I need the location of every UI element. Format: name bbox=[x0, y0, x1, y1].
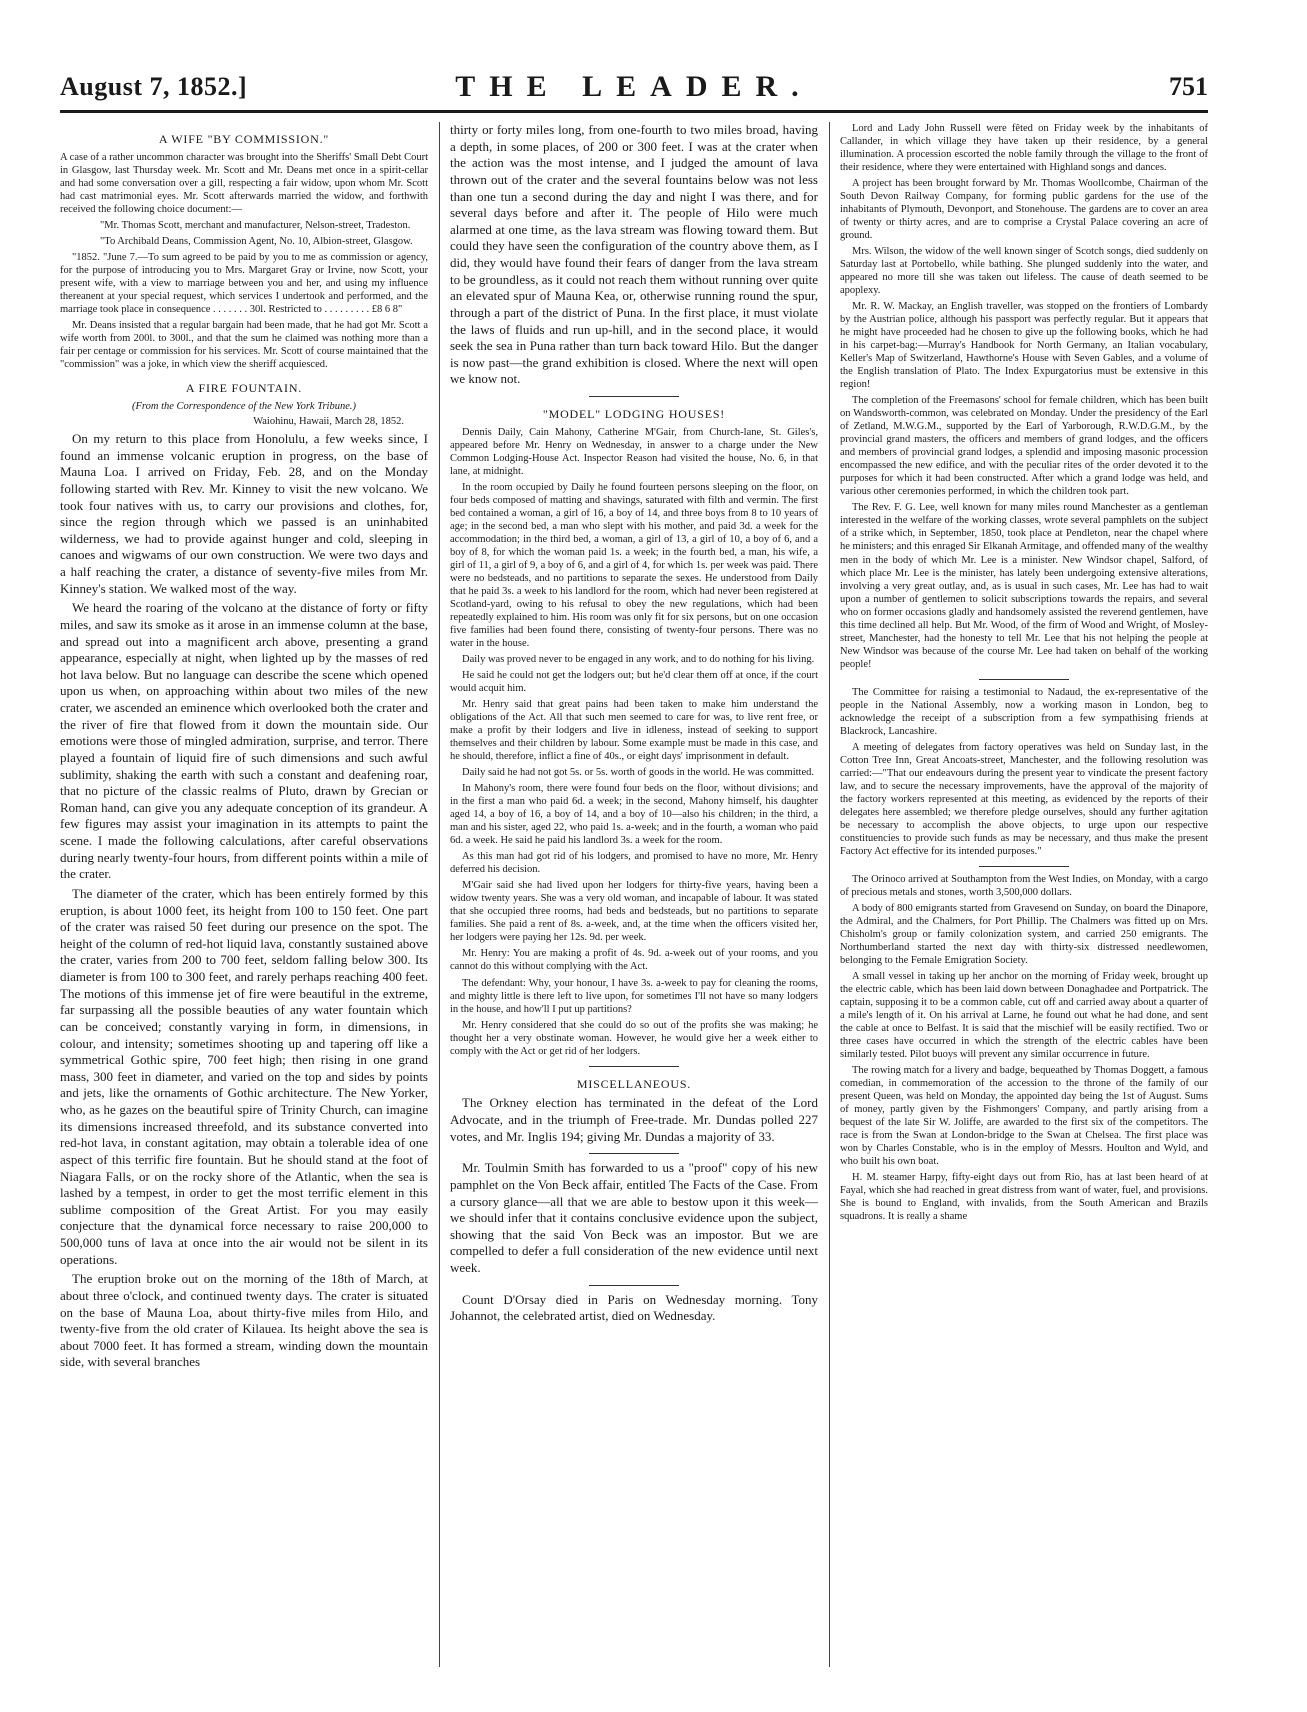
news-item: A meeting of delegates from factory operatives was held on Sunday last, in the Cotton Tree Inn, Great Ancoats-street, Manchester, and the following resolution was carried:—"That our endeavours during the present year to vindicate the present factory law, and to secure the necessary improvements, have the approval of the majority of the factory workers represented at this meeting, as evidenced by the reports of their delegates here assembled; we therefore pledge ourselves, should any further agitation be necessary to accomplish the above objects, to urge upon our respective constituencies to provide such funds as may be necessary, and thus make the present Factory Act effective for its intended purposes." bbox=[840, 741, 1208, 857]
section-rule bbox=[589, 1285, 679, 1286]
article-paragraph: We heard the roaring of the volcano at the distance of forty or fifty miles, and saw its smoke as it arose in an immense column at the base, and spread out into a magnificent arch above, presenting a grand appearance, especially at night, when lighted up by the masses of red hot lava below. But no language can describe the scene which opened upon us when, on approaching within about two miles of the new crater, we ascended an eminence which overlooked both the crater and the river of fire that flowed from it down the mountain side. Our emotions were those of mingled admiration, surprise, and terror. There played a fountain of liquid fire of such dimensions and such awful sublimity, shaking the earth with such a constant and deafening roar, that no picture of the classic realms of Pluto, drawn by Grecian or Roman hand, can give you any adequate conception of its grandeur. A few figures may assist your imagination in its attempts to paint the scene. I made the following calculations, after careful observations during nearly twenty-four hours, from different points within a mile of the crater. bbox=[60, 600, 428, 882]
news-item: Lord and Lady John Russell were fêted on Friday week by the inhabitants of Callander, in which village they have taken up their residence, by a general illumination. A procession escorted the noble family through the village to the front of their residence, where they were entertained with Highland songs and dances. bbox=[840, 123, 1208, 174]
article-paragraph: Daily was proved never to be engaged in any work, and to do nothing for his living. bbox=[462, 654, 815, 666]
news-item: The Rev. F. G. Lee, well known for many miles round Manchester as a gentleman interested in the welfare of the working classes, wrote several pamphlets on the subject of a strike which, in September, 1850, took place at Pendleton, near the chapel where he ministers; and this enraged Sir Elkanah Armitage, and offended many of the wealthy men in the body of which Mr. Lee is a minister. New Windsor chapel, Salford, of which place Mr. Lee is the minister, has lately been undergoing extensive alterations, involving a very great outlay, and, as is usual in such cases, Mr. Lee has had to wait upon a number of gentlemen to solicit subscriptions towards the repairs, and several who on former occasions gladly and handsomely assisted the reverend gentlemen, have this time declined all help. But Mr. Wood, of the firm of Wood and Wright, of Mosley-street, Manchester, had the honesty to tell Mr. Lee that his not helping the people at New Windsor was because of the course Mr. Lee had taken on behalf of the working people! bbox=[840, 502, 1208, 670]
page-number: 751 bbox=[1169, 72, 1208, 101]
masthead-rule bbox=[60, 110, 1208, 113]
fountain-body bbox=[60, 431, 428, 1371]
news-item: The Orinoco arrived at Southampton from the West Indies, on Monday, with a cargo of precious metals and stones, worth 3,500,000 dollars. bbox=[840, 873, 1208, 898]
news-item: Mrs. Wilson, the widow of the well known singer of Scotch songs, died suddenly on Saturday last at Portobello, while bathing. She plunged suddenly into the water, and appeared no more till she was taken out lifeless. The cause of death seemed to be apoplexy. bbox=[840, 246, 1208, 297]
news-item: The rowing match for a livery and badge, bequeathed by Thomas Doggett, a famous comedian, in commemoration of the accession to the throne of the family of our present Queen, was held on Monday, the appointed day being the 1st of August. Sums of money, partly given by the Fishmongers' Company, and partly arising from a bequest of the late Sir W. Joliffe, are awarded to the first six of the competitors. The race is from the Swan at London-bridge to the Swan at Chelsea. The first place was won by Charles Constable, who is in the employ of Messrs. Houlton and Wyld, and who built his own boat. bbox=[840, 1065, 1208, 1168]
article-paragraph: Count D'Orsay died in Paris on Wednesday morning. Tony Johannot, the celebrated artist, died on Wednesday. bbox=[450, 1291, 818, 1324]
article-paragraph: Mr. Henry said that great pains had been taken to make him understand the obligations of the Act. All that such men seemed to care for was, to live rent free, or make a profit by their lodgers and live in idleness, instead of seeking to support themselves and their children by labour. Some example must be made in this case, and he should, therefore, inflict a fine of 40s., or eight days' imprisonment in default. bbox=[450, 699, 818, 763]
article-paragraph: M'Gair said she had lived upon her lodgers for thirty-five years, having been a widow twenty years. She was a very old woman, and incapable of labour. It was stated that she occupied three rooms, had beds and bedsteads, but no partitions to separate families. She paid a rent of 8s. a-week, and, at the time when the officers visited her, her lodgers were paying her 12s. 9d. per week. bbox=[450, 880, 818, 944]
news-item: The completion of the Freemasons' school for female children, which has been built on Wandsworth-common, was celebrated on Monday. Under the presidency of the Earl of Zetland, M.W.G.M., supported by the Earl of Yarborough, R.W.D.G.M., by the provincial grand masters, the officers and members of grand lodges, and the officers and members of provincial grand lodges, a splendid and imposing masonic procession encompassed the new edifice, and with the peculiar rites of the order devoted it to the purposes for which it had been constructed. After which a grand lodge was held, and various other ceremonies performed, in which the children took part. bbox=[840, 395, 1208, 498]
article-paragraph: The defendant: Why, your honour, I have 3s. a-week to pay for cleaning the rooms, and mighty little is there left to live upon, for sometimes I'll not have so many lodgers in the house, and how'll I put up partitions? bbox=[450, 977, 818, 1015]
newspaper-page bbox=[60, 70, 1208, 1670]
article-paragraph: thirty or forty miles long, from one-fourth to two miles broad, having a depth, in some places, of 200 or 300 feet. I was at the crater when the action was the most intense, and I judged the amount of lava thrown out of the crater and the several fountains below was not less than one tun a second during the day and night I was there, and for several days before and after it. The people of Hilo were much alarmed at one time, as the lava stream was flowing toward them. But could they have seen the configuration of the country above them, as I did, they would have found their fears of danger from the lava stream to be groundless, as it could not reach them without running over quite an elevated spur of Mauna Kea, or, otherwise running round the spur, through a part of the district of Puna. In the first place, it must violate the laws of fluids and run up-hill, and in the second place, it would seek the sea in Puna rather than turn back toward Hilo. But the danger is now past—the grand exhibition is closed. Where the next will open we know not. bbox=[450, 122, 818, 387]
section-rule bbox=[979, 679, 1069, 680]
section-rule bbox=[589, 1153, 679, 1154]
article-heading-miscellaneous: MISCELLANEOUS. bbox=[576, 1076, 692, 1091]
news-item: H. M. steamer Harpy, fifty-eight days out from Rio, has at last been heard of at Fayal, which she had reached in great distress from want of water, fuel, and provisions. She is bound to England, with invalids, from the South American and Brazils squadrons. It is really a shame bbox=[840, 1172, 1208, 1223]
article-paragraph: Mr. Toulmin Smith has forwarded to us a "proof" copy of his new pamphlet on the Von Beck affair, entitled The Facts of the Case. From a cursory glance—all that we are able to bestow upon it this week—we should infer that it contains conclusive evidence upon the subject, showing that the said Von Beck was an impostor. But we are compelled to defer a full consideration of the new evidence until next week. bbox=[450, 1160, 818, 1276]
column-divider bbox=[829, 122, 830, 1667]
article-paragraph: A case of a rather uncommon character was brought into the Sheriffs' Small Debt Court in Glasgow, last Thursday week. Mr. Scott and Mr. Deans met once in a spirit-cellar and had some conversation over a gill, respecting a fair widow, upon whom Mr. Scott had cast matrimonial eyes. Mr. Scott afterwards married the widow, and forthwith received the following choice document:— bbox=[60, 151, 428, 215]
masthead bbox=[60, 70, 1208, 110]
issue-date: August 7, 1852.] bbox=[60, 72, 248, 101]
column-1 bbox=[60, 122, 428, 1667]
letter-body: "1852. "June 7.—To sum agreed to be paid by you to me as commission or agency, for the purpose of introducing you to Mrs. Margaret Gray or Irvine, now Scott, your present wife, with a view to marriage between you and her, and using my influence thereanent at your special request, which services I undertook and performed, and the marriage took place in consequence . . . . . . . 30l. Restricted to . . . . . . . . . £8 6 8" bbox=[60, 251, 428, 316]
article-paragraph: As this man had got rid of his lodgers, and promised to have no more, Mr. Henry deferred his decision. bbox=[450, 851, 818, 876]
news-item: A body of 800 emigrants started from Gravesend on Sunday, on board the Dinapore, the Admiral, and the Chalmers, for Port Phillip. The Chalmers was fitted up on Mrs. Chisholm's group or family colonization system, and carried 250 emigrants. The Northumberland started the next day with thirty-six distressed needlewomen, belonging to the Female Emigration Society. bbox=[840, 902, 1208, 966]
article-paragraph: The diameter of the crater, which has been entirely formed by this eruption, is about 1000 feet, its height from 100 to 150 feet. One part of the crater was raised 50 feet during our presence on the spot. The height of the column of red-hot liquid lava, constantly sustained above the crater, varies from 200 to 700 feet, seldom falling below 300. Its diameter is from 100 to 300 feet, and rarely perhaps reaching 400 feet. The motions of this immense jet of fire were beautiful in the extreme, far surpassing all the possible beauties of any water fountain which can be conceived; constantly varying in form, in dimensions, in colour, and intensity; sometimes shooting up and tapering off like a symmetrical Gothic spire, 700 feet high; then rising in one grand mass, 300 feet in diameter, and varied on the top and sides by points and jets, like the ornaments of Gothic architecture. The New Yorker, who, as he gazes on the beautiful spire of Trinity Church, can imagine its dimensions increased threefold, and its substance converted into red-hot lava, in constant agitation, may obtain a tolerable idea of one aspect of this terrific fire fountain. But he should stand at the foot of Niagara Falls, or on the rocky shore of the Atlantic, when the sea is lashed by a tempest, in order to get the most terrific element in this sublime composition of the Great Artist. For you may easily conjecture that the dynamical force necessary to raise 200,000 to 500,000 tuns of lava at once into the air would not be silent in its operations. bbox=[60, 885, 428, 1267]
column-divider bbox=[439, 122, 440, 1667]
article-paragraph: He said he could not get the lodgers out; but he'd clear them off at once, if the court would acquit him. bbox=[450, 670, 818, 695]
letter-address: "To Archibald Deans, Commission Agent, No. 10, Albion-street, Glasgow. bbox=[100, 235, 413, 247]
article-paragraph: On my return to this place from Honolulu, a few weeks since, I found an immense volcanic eruption in progress, on the base of Mauna Loa. I arrived on Friday, Feb. 28, and on the Monday following started with Rev. Mr. Kinney to visit the new volcano. We took four natives with us, to carry our provisions and clothes, for, since the region through which we passed is an uninhabited wilderness, we had to provide against hunger and cold, sleeping in canoes and wigwams of our own construction. We were two days and a half reaching the crater, a distance of seventy-five miles from Mr. Kinney's station. We walked most of the way. bbox=[60, 431, 428, 596]
fountain-continuation bbox=[450, 122, 818, 388]
column-3 bbox=[840, 122, 1208, 1667]
section-rule bbox=[589, 396, 679, 397]
article-paragraph: Daily said he had not got 5s. or 5s. worth of goods in the world. He was committed. bbox=[462, 767, 814, 779]
article-dateline: Waiohinu, Hawaii, March 28, 1852. bbox=[253, 416, 404, 428]
news-item: A project has been brought forward by Mr. Thomas Woollcombe, Chairman of the South Devon Railway Company, for forming public gardens for the use of the inhabitants of Plymouth, Devonport, and Stonehouse. The gardens are to cover an area of twenty or thirty acres, and are to comprise a Crystal Palace covering an acre of ground. bbox=[840, 178, 1208, 242]
letter-address: "Mr. Thomas Scott, merchant and manufacturer, Nelson-street, Tradeston. bbox=[100, 219, 411, 231]
news-item: The Committee for raising a testimonial to Nadaud, the ex-representative of the people in the National Assembly, now a working mason in London, beg to acknowledge the receipt of a subscription from a few sympathising friends at Blackrock, Lancashire. bbox=[840, 686, 1208, 737]
miscellaneous-body bbox=[450, 1095, 818, 1325]
article-paragraph: The Orkney election has terminated in the defeat of the Lord Advocate, and in the triumph of Free-trade. Mr. Dundas polled 227 votes, and Mr. Inglis 194; giving Mr. Dundas a majority of 33. bbox=[450, 1095, 818, 1144]
article-paragraph: Mr. Henry: You are making a profit of 4s. 9d. a-week out of your rooms, and you cannot do this without complying with the Act. bbox=[450, 948, 818, 973]
news-item: A small vessel in taking up her anchor on the morning of Friday week, brought up the electric cable, which has been laid down between Donaghadee and Portpatrick. The captain, supposing it to be a common cable, cut off and carried away about a quarter of a mile's length of it. On his arrival at Larne, he found out what he had done, and sent the cable at once to Belfast. It is said that the mischief will be easily rectified. Two or three cases have occurred in which the strength of the electric cables have been similarly tested. Pilot buoys will prevent any similar occurrence in future. bbox=[840, 970, 1208, 1061]
article-paragraph: The eruption broke out on the morning of the 18th of March, at about three o'clock, and continued twenty days. The crater is situated on the base of Mauna Loa, about thirty-five miles from Hilo, and twenty-five from the old crater of Kilauea. Its height above the sea is about 7000 feet. It has formed a stream, winding down the mountain side, with several branches bbox=[60, 1271, 428, 1370]
article-heading-fountain: A FIRE FOUNTAIN. bbox=[185, 381, 303, 396]
news-item: Mr. R. W. Mackay, an English traveller, was stopped on the frontiers of Lombardy by the Austrian police, although his passport was perfectly regular. But it appears that he might have proceeded had he chosen to give up the following books, which he had in his carpet-bag:—Murray's Handbook for North Germany, an Italian vocabulary, Keller's Map of Switzerland, Hawthorne's House with Seven Gables, and a volume of the English translation of Plato. The Index Expurgatorius must be extensive in this region! bbox=[840, 301, 1208, 391]
article-paragraph: In the room occupied by Daily he found fourteen persons sleeping on the floor, on four beds composed of matting and shavings, saturated with filth and vermin. The first bed contained a woman, a girl of 16, a boy of 14, and three boys from 8 to 10 years of age; in the second bed, a man who slept with his mother, and paid 3d. a week for the accommodation; in the third bed, a woman, a girl of 13, a girl of 10, a boy of 6, and a boy of 8, for which the woman paid 1s. a week; in the fourth bed, a man, his wife, a girl of 11, a girl of 9, a boy of 6, and a girl of 4, for which 1s. per week was paid. There were no bedsteads, and no partitions to separate the sexes. He understood from Daily that he paid 3s. a week to his landlord for the room, which had never been registered at Scotland-yard, owing to his refusal to obey the new regulations, which had been repeatedly explained to him. His room was only fit for six persons, but on one occasion five families had been found there, consisting of twenty-four persons. There was no water in the house. bbox=[450, 481, 818, 650]
article-paragraph: In Mahony's room, there were found four beds on the floor, without divisions; and in the first a man who paid 6d. a week; in the second, Mahony himself, his daughter aged 14, a boy of 16, a boy of 14, and a boy of 10—also his children; in the third, a man and his sister, aged 22, who paid 1s. a-week; and in the fourth, a woman who paid 6d. a week. He said he paid his landlord 3s. a week for the room. bbox=[450, 783, 818, 847]
article-paragraph: Dennis Daily, Cain Mahony, Catherine M'Gair, from Church-lane, St. Giles's, appeared before Mr. Henry on Wednesday, in answer to a charge under the New Common Lodging-House Act. Inspector Reason had visited the house, No. 6, in that lane, at midnight. bbox=[450, 426, 818, 477]
section-rule bbox=[979, 866, 1069, 867]
article-heading-lodging: "MODEL" LODGING HOUSES! bbox=[542, 407, 726, 421]
newspaper-title: THE LEADER. bbox=[455, 70, 813, 103]
article-paragraph: Mr. Henry considered that she could do so out of the profits she was making; he thought her a very obstinate woman. However, he would give her a week either to comply with the Act or get rid of her lodgers. bbox=[450, 1019, 818, 1057]
section-rule bbox=[589, 1066, 679, 1067]
column-2 bbox=[450, 122, 818, 1667]
article-source: (From the Correspondence of the New York Tribune.) bbox=[132, 401, 356, 412]
article-heading-wife: A WIFE "BY COMMISSION." bbox=[158, 132, 330, 146]
article-paragraph: Mr. Deans insisted that a regular bargain had been made, that he had got Mr. Scott a wife worth from 200l. to 300l., and that the sum he claimed was nothing more than a fair per centage or commission for his services. Mr. Scott of course maintained that the "commission" was a joke, in which view the sheriff acquiesced. bbox=[60, 320, 428, 371]
